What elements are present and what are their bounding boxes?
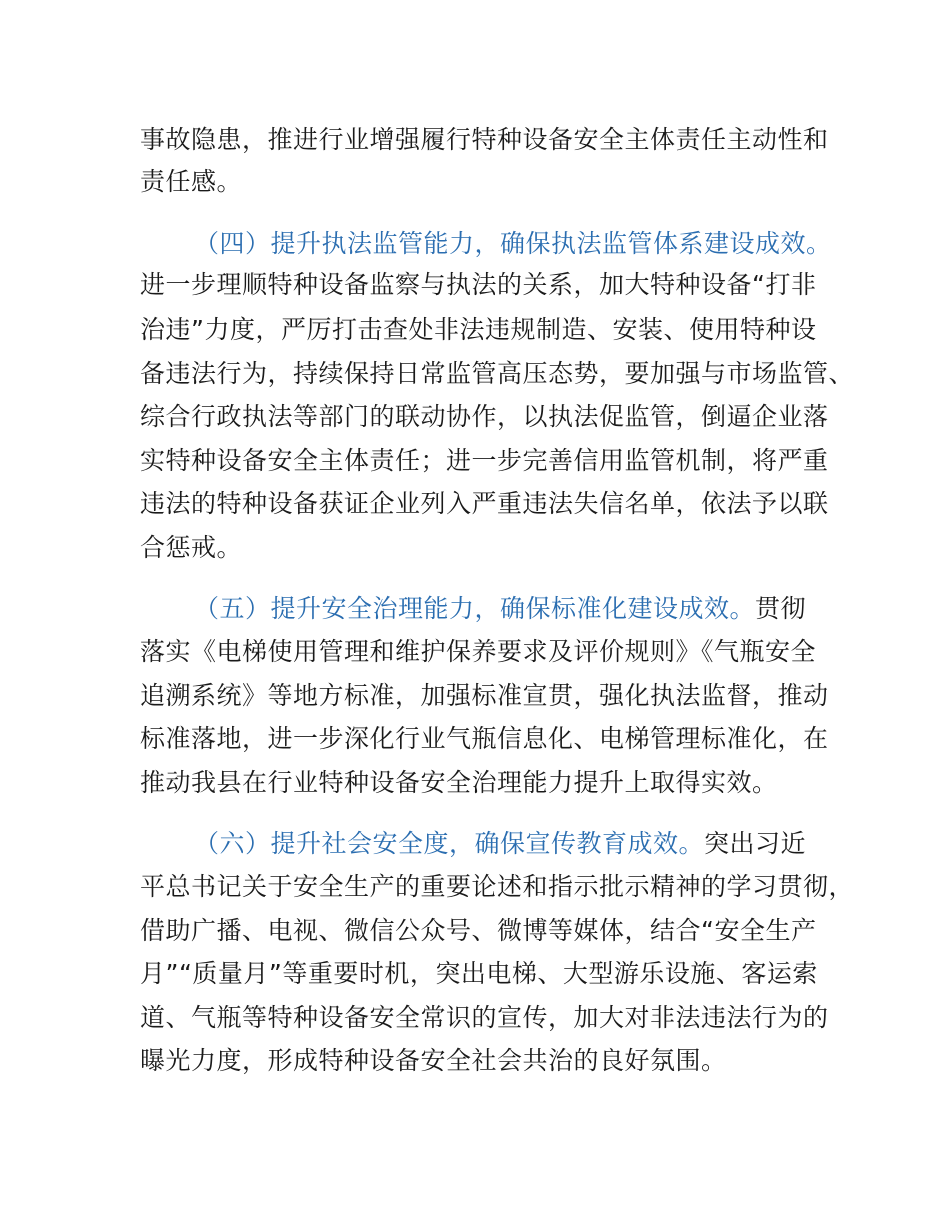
section-4-line: 违法的特种设备获证企业列入严重违法失信名单，依法予以联 xyxy=(140,489,829,518)
section-5-heading: （五）提升安全治理能力，确保标准化建设成效。 xyxy=(194,594,756,623)
section-6-line: 道、气瓶等特种设备安全常识的宣传，加大对非法违法行为的 xyxy=(140,1003,829,1032)
section-6-line: 曝光力度，形成特种设备安全社会共治的良好氛围。 xyxy=(140,1046,727,1075)
section-5-heading-line xyxy=(194,594,806,624)
section-4-line: 备违法行为，持续保持日常监管高压态势，要加强与市场监管、 xyxy=(140,359,855,388)
section-4-line: 合惩戒。 xyxy=(140,533,243,562)
section-5-line: 标准落地，进一步深化行业气瓶信息化、电梯管理标准化，在 xyxy=(140,724,829,753)
section-6-heading-tail: 突出习近 xyxy=(704,829,807,858)
section-4-line: 实特种设备安全主体责任；进一步完善信用监管机制，将严重 xyxy=(140,446,829,475)
intro-line: 事故隐患，推进行业增强履行特种设备安全主体责任主动性和 xyxy=(140,125,829,154)
section-5-line: 追溯系统》等地方标准，加强标准宣贯，强化执法监督，推动 xyxy=(140,681,829,710)
section-4-line: 进一步理顺特种设备监察与执法的关系，加大特种设备“打非 xyxy=(140,270,817,299)
section-4-line: 综合行政执法等部门的联动协作，以执法促监管，倒逼企业落 xyxy=(140,402,829,431)
section-5-heading-tail: 贯彻 xyxy=(755,594,807,623)
section-4-heading: （四）提升执法监管能力，确保执法监管体系建设成效。 xyxy=(194,229,832,258)
section-6-line: 借助广播、电视、微信公众号、微博等媒体，结合“安全生产 xyxy=(140,916,817,945)
intro-line: 责任感。 xyxy=(140,167,243,196)
section-4-line: 治违”力度，严厉打击查处非法违规制造、安装、使用特种设 xyxy=(140,315,817,344)
section-6-line: 月”“质量月”等重要时机，突出电梯、大型游乐设施、客运索 xyxy=(140,959,818,988)
section-5-line: 落实《电梯使用管理和维护保养要求及评价规则》《气瓶安全 xyxy=(140,637,817,666)
section-6-line: 平总书记关于安全生产的重要论述和指示批示精神的学习贯彻， xyxy=(140,872,855,901)
section-6-heading: （六）提升社会安全度，确保宣传教育成效。 xyxy=(194,829,705,858)
section-5-line: 推动我县在行业特种设备安全治理能力提升上取得实效。 xyxy=(140,768,778,797)
section-6-heading-line xyxy=(194,829,806,859)
